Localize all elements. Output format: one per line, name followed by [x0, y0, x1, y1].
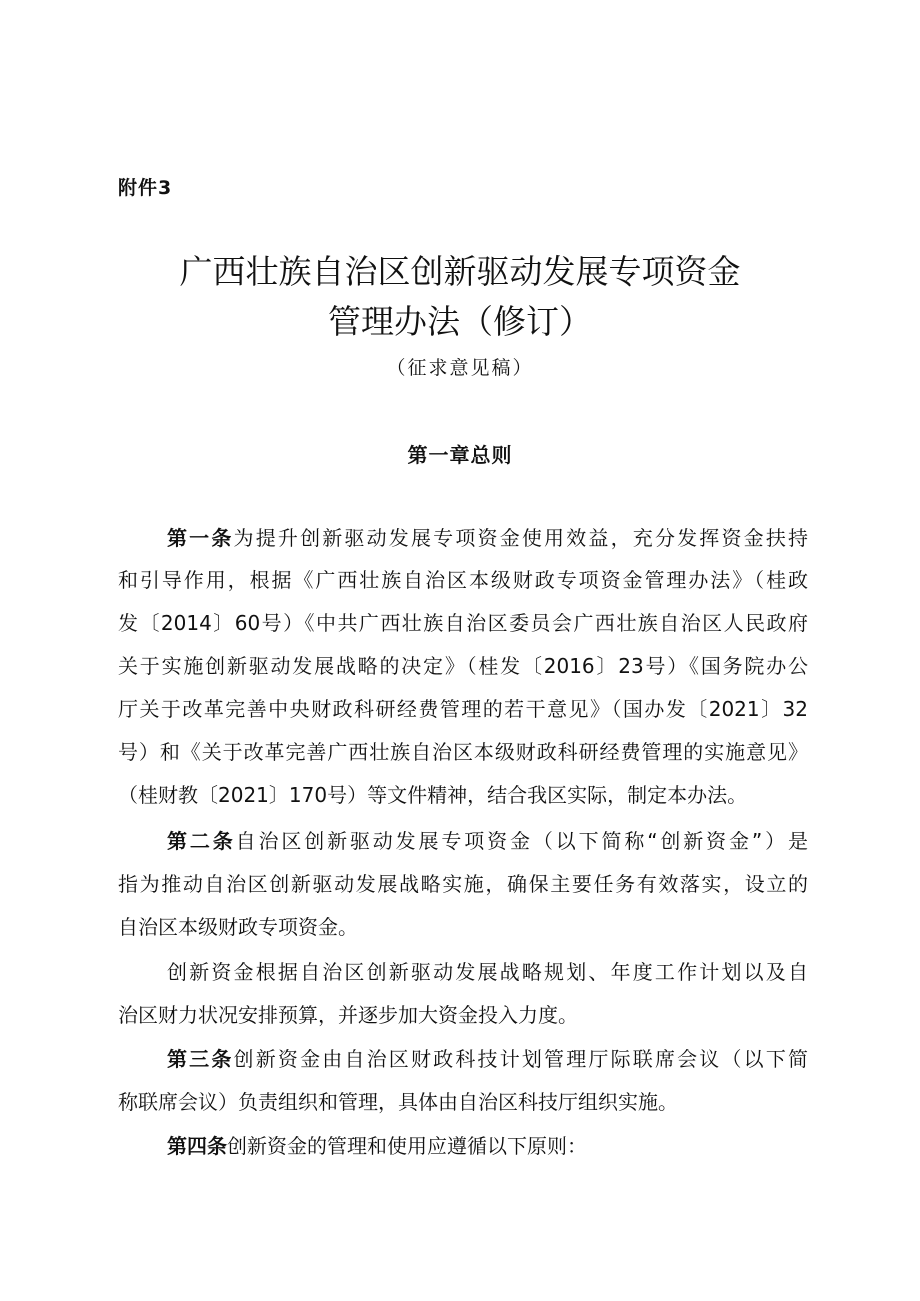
article-2-line-3: 自治区本级财政专项资金。: [118, 915, 358, 939]
article-1-line-6: 号）和《关于改革完善广西壮族自治区本级财政科研经费管理的实施意见》: [118, 740, 808, 764]
article-1-line-2: 和引导作用，根据《广西壮族自治区本级财政专项资金管理办法》（桂政: [118, 568, 808, 592]
article-2-label: 第二条: [167, 829, 236, 853]
article-4-label: 第四条: [167, 1134, 227, 1158]
article-1-line-7: （桂财教〔2021〕170号）等文件精神，结合我区实际，制定本办法。: [118, 783, 748, 807]
attachment-label: 附件3: [118, 177, 173, 199]
article-2-para-2-line-2: 治区财力状况安排预算，并逐步加大资金投入力度。: [118, 1003, 578, 1027]
article-4-line-1: [167, 1131, 808, 1161]
article-1-line-4: 关于实施创新驱动发展战略的决定》（桂发〔2016〕23号）《国务院办公: [118, 654, 808, 678]
chapter-heading: 第一章总则: [407, 443, 513, 467]
article-1-text-1: 为提升创新驱动发展专项资金使用效益，充分发挥资金扶持: [233, 526, 809, 550]
article-1-line-5: 厅关于改革完善中央财政科研经费管理的若干意见》（国办发〔2021〕32: [118, 697, 808, 721]
article-1-line-1: [167, 523, 808, 553]
article-1-label: 第一条: [167, 526, 234, 550]
article-1-line-3: 发〔2014〕60号）《中共广西壮族自治区委员会广西壮族自治区人民政府: [118, 611, 808, 635]
article-3-line-1: [167, 1044, 808, 1074]
article-2-para-2-line-1: 创新资金根据自治区创新驱动发展战略规划、年度工作计划以及自: [167, 960, 808, 984]
article-2-text-1: 自治区创新驱动发展专项资金（以下简称“创新资金”）是: [235, 829, 808, 853]
article-3-line-2: 称联席会议）负责组织和管理，具体由自治区科技厅组织实施。: [118, 1090, 678, 1114]
document-subtitle: （征求意见稿）: [386, 357, 534, 379]
document-title-line-1: 广西壮族自治区创新驱动发展专项资金: [179, 252, 741, 291]
article-3-label: 第三条: [167, 1047, 234, 1071]
article-4-text-1: 创新资金的管理和使用应遵循以下原则：: [227, 1134, 587, 1158]
article-2-line-2: 指为推动自治区创新驱动发展战略实施，确保主要任务有效落实，设立的: [118, 872, 808, 896]
article-2-line-1: [167, 826, 808, 856]
article-3-text-1: 创新资金由自治区财政科技计划管理厅际联席会议（以下简: [233, 1047, 809, 1071]
document-title-line-2: 管理办法（修订）: [328, 302, 592, 341]
